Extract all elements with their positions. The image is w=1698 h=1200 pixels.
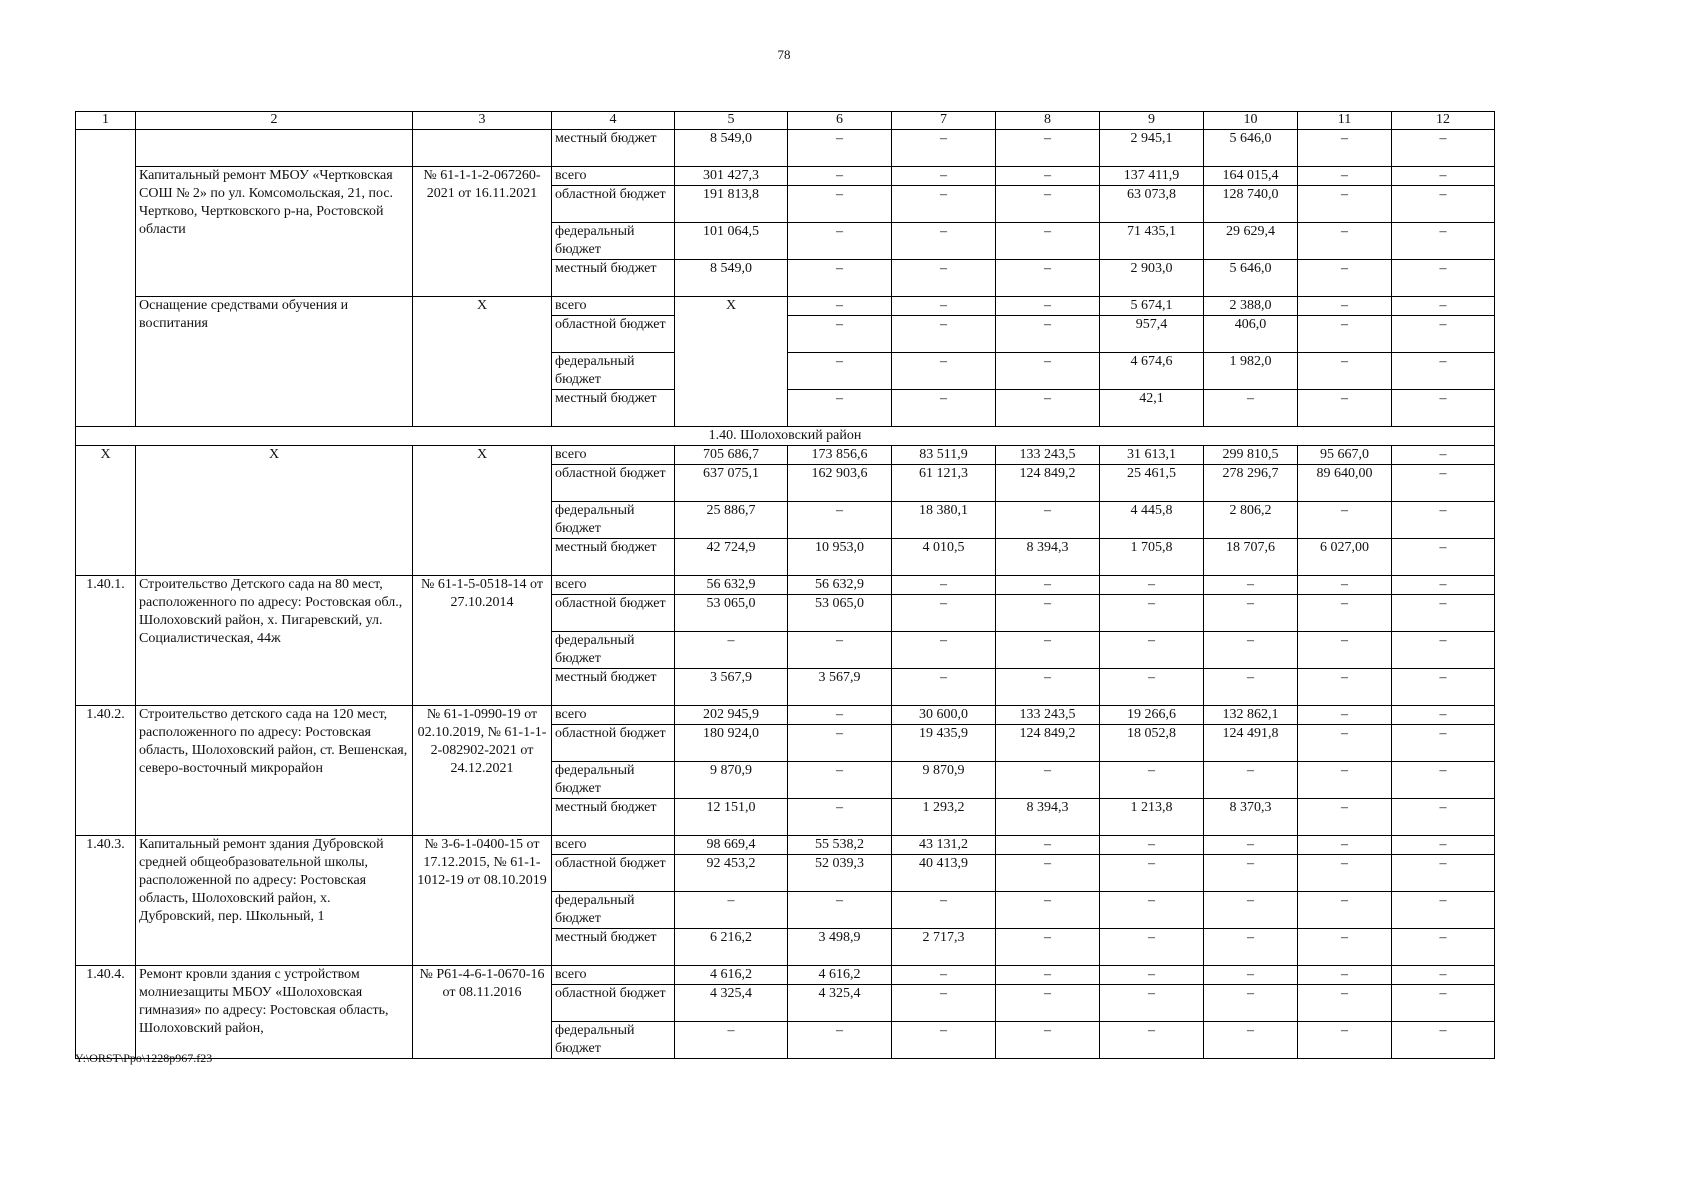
value-cell: 55 538,2	[788, 836, 892, 855]
header-cell: 5	[675, 112, 788, 130]
funding-source: местный бюджет	[552, 539, 675, 576]
value-cell: –	[1392, 725, 1495, 762]
value-cell: –	[1100, 836, 1204, 855]
value-cell: 2 717,3	[892, 929, 996, 966]
value-cell: –	[1392, 353, 1495, 390]
value-cell: 56 632,9	[675, 576, 788, 595]
value-cell: –	[996, 1022, 1100, 1059]
value-cell: –	[1392, 799, 1495, 836]
value-cell: 52 039,3	[788, 855, 892, 892]
table-row	[76, 297, 1495, 316]
permit-doc: № 3-6-1-0400-15 от 17.12.2015, № 61-1-1012-19 от 08.10.2019	[413, 836, 552, 966]
funding-source: федеральный бюджет	[552, 632, 675, 669]
funding-source: федеральный бюджет	[552, 353, 675, 390]
value-cell: –	[1298, 167, 1392, 186]
value-cell: –	[1392, 762, 1495, 799]
permit-doc: № Р61-4-6-1-0670-16 от 08.11.2016	[413, 966, 552, 1059]
table-row	[76, 446, 1495, 465]
value-cell: –	[1100, 762, 1204, 799]
value-cell: –	[892, 390, 996, 427]
funding-source: местный бюджет	[552, 799, 675, 836]
object-name: Оснащение средствами обучения и воспитания	[136, 297, 413, 427]
object-name: Капитальный ремонт здания Дубровской средней общеобразовательной школы, расположенной по адресу: Ростовская область, Шолоховский район, х. Дубровский, пер. Школьный, 1	[136, 836, 413, 966]
value-cell: 2 388,0	[1204, 297, 1298, 316]
value-cell: 4 010,5	[892, 539, 996, 576]
value-cell: –	[788, 316, 892, 353]
funding-source: федеральный бюджет	[552, 762, 675, 799]
value-cell: 29 629,4	[1204, 223, 1298, 260]
value-cell: –	[1392, 186, 1495, 223]
value-cell: 162 903,6	[788, 465, 892, 502]
value-cell: 191 813,8	[675, 186, 788, 223]
value-cell: –	[1298, 576, 1392, 595]
value-cell: 637 075,1	[675, 465, 788, 502]
value-cell: –	[892, 297, 996, 316]
value-cell: –	[788, 502, 892, 539]
table-row	[76, 167, 1495, 186]
value-cell: –	[1392, 966, 1495, 985]
value-cell: 40 413,9	[892, 855, 996, 892]
funding-source: местный бюджет	[552, 130, 675, 167]
value-cell: –	[1392, 390, 1495, 427]
value-cell: 8 549,0	[675, 260, 788, 297]
value-cell: –	[996, 966, 1100, 985]
object-name: Строительство детского сада на 120 мест, расположенного по адресу: Ростовская область, Шолоховский район, ст. Вешенская, северо-восточный микрорайон	[136, 706, 413, 836]
value-cell: 5 674,1	[1100, 297, 1204, 316]
object-name: Ремонт кровли здания с устройством молниезащиты МБОУ «Шолоховская гимназия» по адресу: Ростовская область, Шолоховский район,	[136, 966, 413, 1059]
value-cell: –	[788, 260, 892, 297]
value-cell: –	[1298, 502, 1392, 539]
value-cell: –	[1392, 929, 1495, 966]
value-cell: 2 945,1	[1100, 130, 1204, 167]
number-cell	[76, 130, 136, 427]
value-cell: –	[1298, 929, 1392, 966]
table-row	[76, 427, 1495, 446]
value-cell: 9 870,9	[675, 762, 788, 799]
value-cell: –	[1392, 632, 1495, 669]
table-row	[76, 836, 1495, 855]
funding-source: всего	[552, 167, 675, 186]
value-cell: –	[1392, 892, 1495, 929]
value-cell: –	[892, 892, 996, 929]
x-mark-cell: X	[675, 297, 788, 427]
value-cell: 2 806,2	[1204, 502, 1298, 539]
value-cell: –	[1204, 632, 1298, 669]
funding-source: местный бюджет	[552, 390, 675, 427]
x-mark-cell: X	[413, 446, 552, 576]
value-cell: –	[1298, 595, 1392, 632]
funding-source: всего	[552, 706, 675, 725]
value-cell: 101 064,5	[675, 223, 788, 260]
value-cell: 8 394,3	[996, 539, 1100, 576]
value-cell: –	[1204, 892, 1298, 929]
funding-source: федеральный бюджет	[552, 892, 675, 929]
value-cell: –	[1298, 762, 1392, 799]
value-cell: –	[996, 130, 1100, 167]
table-row	[76, 130, 1495, 167]
value-cell: 63 073,8	[1100, 186, 1204, 223]
value-cell: 6 216,2	[675, 929, 788, 966]
funding-source: областной бюджет	[552, 595, 675, 632]
value-cell: 42,1	[1100, 390, 1204, 427]
value-cell: –	[1204, 576, 1298, 595]
funding-source: всего	[552, 836, 675, 855]
value-cell: –	[996, 502, 1100, 539]
value-cell: –	[892, 260, 996, 297]
value-cell: 137 411,9	[1100, 167, 1204, 186]
value-cell: –	[1392, 316, 1495, 353]
value-cell: 8 370,3	[1204, 799, 1298, 836]
value-cell: –	[1392, 297, 1495, 316]
value-cell: –	[788, 353, 892, 390]
value-cell: –	[1392, 576, 1495, 595]
value-cell: 56 632,9	[788, 576, 892, 595]
value-cell: 53 065,0	[788, 595, 892, 632]
value-cell: –	[996, 167, 1100, 186]
header-cell: 11	[1298, 112, 1392, 130]
value-cell: –	[1392, 130, 1495, 167]
funding-source: областной бюджет	[552, 316, 675, 353]
value-cell: –	[996, 353, 1100, 390]
value-cell: –	[675, 1022, 788, 1059]
value-cell: –	[892, 316, 996, 353]
value-cell: –	[892, 1022, 996, 1059]
page-number: 78	[777, 47, 791, 62]
value-cell: –	[1100, 855, 1204, 892]
value-cell: –	[1298, 1022, 1392, 1059]
funding-source: всего	[552, 576, 675, 595]
value-cell: 124 849,2	[996, 725, 1100, 762]
value-cell: 18 380,1	[892, 502, 996, 539]
value-cell: –	[996, 316, 1100, 353]
value-cell: –	[996, 762, 1100, 799]
value-cell: –	[1298, 390, 1392, 427]
value-cell: –	[788, 297, 892, 316]
header-cell: 4	[552, 112, 675, 130]
value-cell: –	[1298, 632, 1392, 669]
value-cell: 8 394,3	[996, 799, 1100, 836]
x-mark-cell: X	[76, 446, 136, 576]
value-cell: –	[1100, 576, 1204, 595]
value-cell: 30 600,0	[892, 706, 996, 725]
value-cell: 957,4	[1100, 316, 1204, 353]
value-cell: 53 065,0	[675, 595, 788, 632]
permit-doc: № 61-1-5-0518-14 от 27.10.2014	[413, 576, 552, 706]
value-cell: –	[788, 167, 892, 186]
value-cell: –	[996, 576, 1100, 595]
value-cell: –	[996, 892, 1100, 929]
value-cell: –	[1392, 539, 1495, 576]
value-cell: 4 616,2	[675, 966, 788, 985]
header-cell: 9	[1100, 112, 1204, 130]
value-cell: 43 131,2	[892, 836, 996, 855]
header-cell: 2	[136, 112, 413, 130]
permit-doc: № 61-1-0990-19 от 02.10.2019, № 61-1-1-2-082902-2021 от 24.12.2021	[413, 706, 552, 836]
value-cell: 89 640,00	[1298, 465, 1392, 502]
value-cell: –	[1392, 985, 1495, 1022]
funding-source: всего	[552, 446, 675, 465]
value-cell: 10 953,0	[788, 539, 892, 576]
funding-source: областной бюджет	[552, 725, 675, 762]
header-row	[76, 112, 1495, 130]
value-cell: 1 982,0	[1204, 353, 1298, 390]
funding-source: федеральный бюджет	[552, 502, 675, 539]
value-cell: –	[1298, 855, 1392, 892]
value-cell: –	[1204, 762, 1298, 799]
value-cell: 3 567,9	[788, 669, 892, 706]
header-cell: 3	[413, 112, 552, 130]
value-cell: –	[1392, 502, 1495, 539]
funding-source: всего	[552, 966, 675, 985]
value-cell: –	[1100, 892, 1204, 929]
value-cell: 9 870,9	[892, 762, 996, 799]
budget-table	[75, 111, 1495, 1059]
value-cell: –	[1392, 669, 1495, 706]
value-cell: –	[1298, 353, 1392, 390]
value-cell: 173 856,6	[788, 446, 892, 465]
funding-source: местный бюджет	[552, 669, 675, 706]
value-cell: –	[1298, 966, 1392, 985]
header-cell: 10	[1204, 112, 1298, 130]
header-cell: 1	[76, 112, 136, 130]
item-number: 1.40.2.	[76, 706, 136, 836]
value-cell: 8 549,0	[675, 130, 788, 167]
value-cell: –	[892, 595, 996, 632]
value-cell: –	[1392, 706, 1495, 725]
value-cell: –	[1204, 855, 1298, 892]
value-cell: 164 015,4	[1204, 167, 1298, 186]
header-cell: 12	[1392, 112, 1495, 130]
value-cell: –	[1204, 929, 1298, 966]
value-cell: –	[788, 799, 892, 836]
table-row	[76, 966, 1495, 985]
value-cell: –	[996, 632, 1100, 669]
funding-source: местный бюджет	[552, 929, 675, 966]
value-cell: –	[1204, 1022, 1298, 1059]
value-cell: 406,0	[1204, 316, 1298, 353]
item-number: 1.40.4.	[76, 966, 136, 1059]
value-cell: –	[788, 223, 892, 260]
value-cell: –	[1298, 836, 1392, 855]
value-cell: –	[1392, 465, 1495, 502]
value-cell: –	[1298, 706, 1392, 725]
value-cell: 71 435,1	[1100, 223, 1204, 260]
value-cell: –	[788, 892, 892, 929]
value-cell: 83 511,9	[892, 446, 996, 465]
object-name: Строительство Детского сада на 80 мест, расположенного по адресу: Ростовская обл., Шолоховский район, х. Пигаревский, ул. Социалистическая, 44ж	[136, 576, 413, 706]
value-cell: 18 052,8	[1100, 725, 1204, 762]
funding-source: федеральный бюджет	[552, 223, 675, 260]
value-cell: 25 461,5	[1100, 465, 1204, 502]
value-cell: –	[996, 186, 1100, 223]
value-cell: –	[788, 706, 892, 725]
value-cell: –	[1392, 855, 1495, 892]
value-cell: –	[1298, 260, 1392, 297]
value-cell: 4 325,4	[675, 985, 788, 1022]
funding-source: областной бюджет	[552, 855, 675, 892]
value-cell: 124 491,8	[1204, 725, 1298, 762]
doc-cell	[413, 130, 552, 167]
value-cell: –	[1100, 929, 1204, 966]
value-cell: 19 435,9	[892, 725, 996, 762]
funding-source: всего	[552, 297, 675, 316]
value-cell: –	[1392, 167, 1495, 186]
permit-doc: X	[413, 297, 552, 427]
value-cell: 133 243,5	[996, 446, 1100, 465]
funding-source: местный бюджет	[552, 260, 675, 297]
value-cell: 12 151,0	[675, 799, 788, 836]
funding-source: областной бюджет	[552, 465, 675, 502]
value-cell: –	[1204, 836, 1298, 855]
value-cell: 705 686,7	[675, 446, 788, 465]
value-cell: 180 924,0	[675, 725, 788, 762]
name-cell	[136, 130, 413, 167]
value-cell: 98 669,4	[675, 836, 788, 855]
funding-source: областной бюджет	[552, 186, 675, 223]
footer-file-path: Y:\ORST\Ppo\1228p967.f23	[75, 1051, 213, 1065]
value-cell: –	[892, 576, 996, 595]
value-cell: 4 674,6	[1100, 353, 1204, 390]
value-cell: 18 707,6	[1204, 539, 1298, 576]
permit-doc: № 61-1-1-2-067260-2021 от 16.11.2021	[413, 167, 552, 297]
value-cell: –	[1298, 297, 1392, 316]
value-cell: 3 498,9	[788, 929, 892, 966]
value-cell: 42 724,9	[675, 539, 788, 576]
value-cell: –	[996, 929, 1100, 966]
value-cell: –	[1100, 669, 1204, 706]
value-cell: –	[1204, 966, 1298, 985]
value-cell: –	[996, 260, 1100, 297]
value-cell: –	[1298, 892, 1392, 929]
value-cell: 4 616,2	[788, 966, 892, 985]
value-cell: –	[1392, 595, 1495, 632]
value-cell: –	[1298, 799, 1392, 836]
value-cell: –	[788, 1022, 892, 1059]
value-cell: 61 121,3	[892, 465, 996, 502]
value-cell: –	[1100, 985, 1204, 1022]
value-cell: –	[1204, 669, 1298, 706]
header-cell: 7	[892, 112, 996, 130]
value-cell: 202 945,9	[675, 706, 788, 725]
value-cell: 2 903,0	[1100, 260, 1204, 297]
value-cell: –	[996, 297, 1100, 316]
value-cell: 3 567,9	[675, 669, 788, 706]
value-cell: –	[788, 130, 892, 167]
value-cell: 1 705,8	[1100, 539, 1204, 576]
value-cell: 1 213,8	[1100, 799, 1204, 836]
table-row	[76, 576, 1495, 595]
value-cell: –	[1298, 985, 1392, 1022]
value-cell: 299 810,5	[1204, 446, 1298, 465]
value-cell: –	[1298, 316, 1392, 353]
value-cell: 4 325,4	[788, 985, 892, 1022]
value-cell: –	[1392, 223, 1495, 260]
value-cell: –	[788, 632, 892, 669]
value-cell: –	[892, 223, 996, 260]
value-cell: –	[1298, 725, 1392, 762]
value-cell: –	[675, 632, 788, 669]
value-cell: –	[892, 669, 996, 706]
value-cell: –	[788, 725, 892, 762]
value-cell: –	[892, 167, 996, 186]
value-cell: –	[1204, 985, 1298, 1022]
value-cell: 5 646,0	[1204, 130, 1298, 167]
value-cell: –	[892, 186, 996, 223]
value-cell: –	[1298, 130, 1392, 167]
value-cell: –	[892, 966, 996, 985]
value-cell: –	[1100, 1022, 1204, 1059]
value-cell: 278 296,7	[1204, 465, 1298, 502]
value-cell: –	[892, 985, 996, 1022]
value-cell: –	[996, 390, 1100, 427]
value-cell: 5 646,0	[1204, 260, 1298, 297]
value-cell: 6 027,00	[1298, 539, 1392, 576]
funding-source: федеральный бюджет	[552, 1022, 675, 1059]
value-cell: –	[1392, 446, 1495, 465]
value-cell: –	[1298, 223, 1392, 260]
value-cell: –	[892, 130, 996, 167]
funding-source: областной бюджет	[552, 985, 675, 1022]
value-cell: –	[1392, 836, 1495, 855]
value-cell: 95 667,0	[1298, 446, 1392, 465]
value-cell: 25 886,7	[675, 502, 788, 539]
value-cell: –	[788, 762, 892, 799]
item-number: 1.40.3.	[76, 836, 136, 966]
value-cell: –	[996, 985, 1100, 1022]
value-cell: –	[996, 669, 1100, 706]
value-cell: –	[996, 223, 1100, 260]
value-cell: –	[1392, 1022, 1495, 1059]
value-cell: 4 445,8	[1100, 502, 1204, 539]
header-cell: 8	[996, 112, 1100, 130]
value-cell: 31 613,1	[1100, 446, 1204, 465]
value-cell: –	[996, 836, 1100, 855]
value-cell: –	[892, 353, 996, 390]
value-cell: –	[1204, 390, 1298, 427]
value-cell: –	[788, 186, 892, 223]
value-cell: –	[1298, 186, 1392, 223]
value-cell: 128 740,0	[1204, 186, 1298, 223]
value-cell: 133 243,5	[996, 706, 1100, 725]
value-cell: 124 849,2	[996, 465, 1100, 502]
value-cell: –	[1100, 632, 1204, 669]
header-cell: 6	[788, 112, 892, 130]
section-title: 1.40. Шолоховский район	[76, 427, 1495, 446]
value-cell: 19 266,6	[1100, 706, 1204, 725]
item-number: 1.40.1.	[76, 576, 136, 706]
value-cell: 1 293,2	[892, 799, 996, 836]
object-name: Капитальный ремонт МБОУ «Чертковская СОШ № 2» по ул. Комсомольская, 21, пос. Чертково, Чертковского р-на, Ростовской области	[136, 167, 413, 297]
value-cell: 301 427,3	[675, 167, 788, 186]
value-cell: –	[1298, 669, 1392, 706]
value-cell: –	[675, 892, 788, 929]
value-cell: –	[996, 855, 1100, 892]
value-cell: –	[1100, 595, 1204, 632]
value-cell: 92 453,2	[675, 855, 788, 892]
value-cell: –	[996, 595, 1100, 632]
x-mark-cell: X	[136, 446, 413, 576]
value-cell: –	[892, 632, 996, 669]
table-row	[76, 706, 1495, 725]
value-cell: –	[1204, 595, 1298, 632]
value-cell: 132 862,1	[1204, 706, 1298, 725]
value-cell: –	[1100, 966, 1204, 985]
value-cell: –	[1392, 260, 1495, 297]
value-cell: –	[788, 390, 892, 427]
